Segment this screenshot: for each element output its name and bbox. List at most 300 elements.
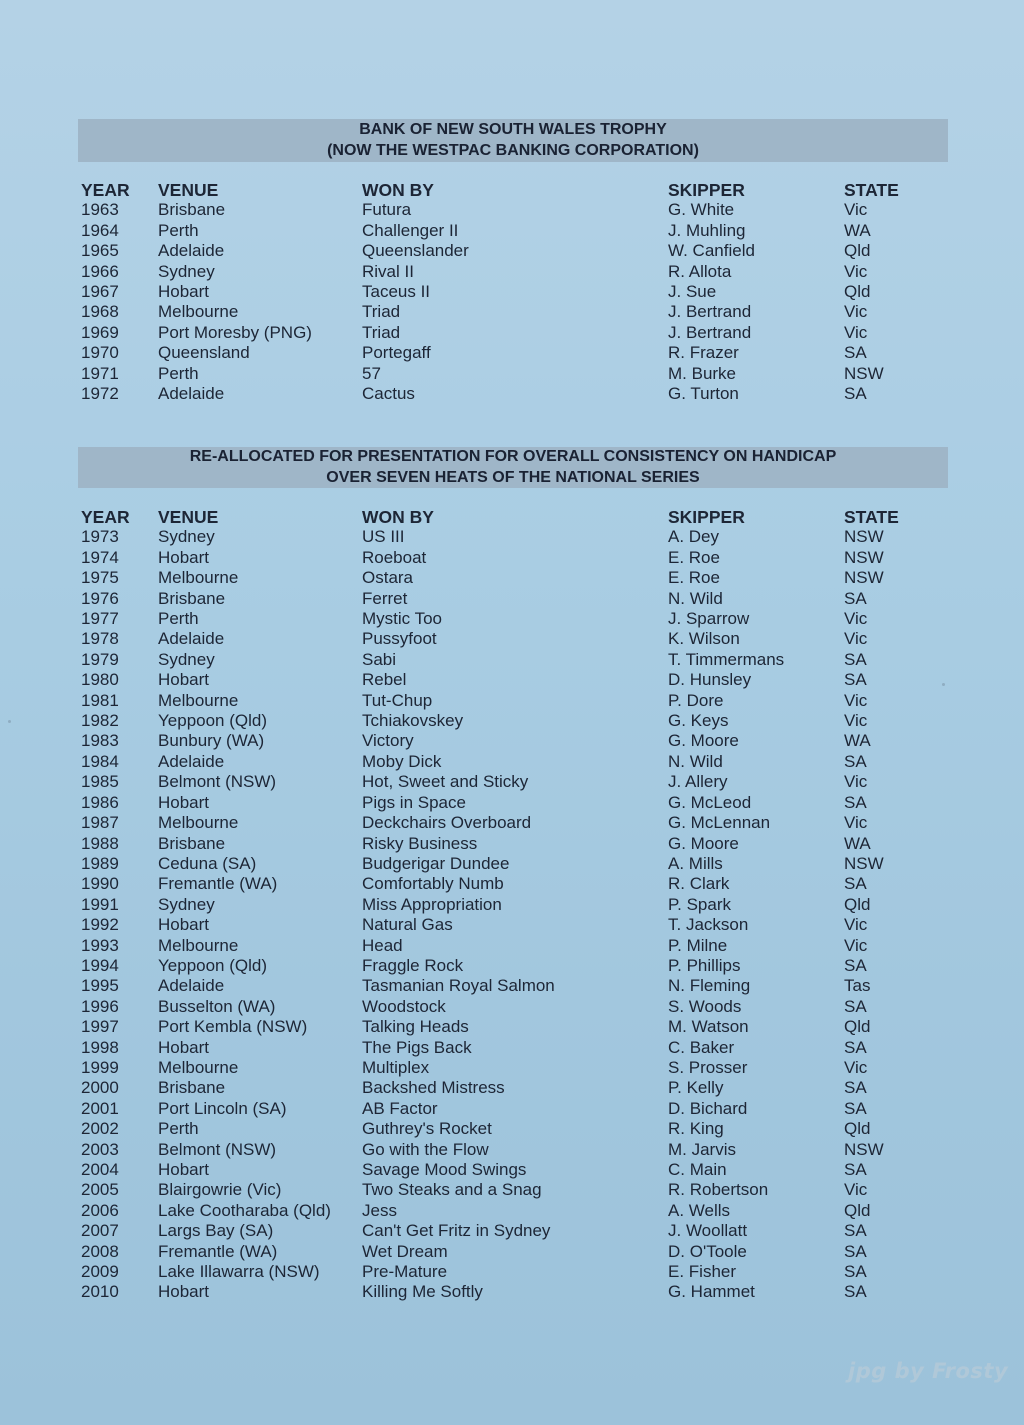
cell-state: Tas bbox=[844, 976, 871, 996]
cell-skipper: G. Keys bbox=[668, 711, 729, 731]
cell-won-by: Rival II bbox=[362, 261, 414, 281]
cell-state: Vic bbox=[844, 711, 868, 731]
table-row bbox=[78, 1262, 948, 1282]
cell-skipper: A. Mills bbox=[668, 853, 723, 873]
cell-year: 1965 bbox=[81, 241, 119, 261]
cell-year: 2001 bbox=[81, 1098, 119, 1118]
cell-won-by: Pre-Mature bbox=[362, 1262, 448, 1282]
cell-won-by: Risky Business bbox=[362, 833, 478, 853]
cell-venue: Melbourne bbox=[158, 568, 239, 588]
cell-venue: Belmont (NSW) bbox=[158, 1139, 277, 1159]
cell-skipper: R. Allota bbox=[668, 261, 732, 281]
cell-year: 1997 bbox=[81, 1017, 119, 1037]
cell-year: 1975 bbox=[81, 568, 119, 588]
cell-year: 1986 bbox=[81, 792, 119, 812]
cell-state: Vic bbox=[844, 772, 868, 792]
cell-state: SA bbox=[844, 384, 867, 404]
cell-won-by: Pussyfoot bbox=[362, 629, 437, 649]
cell-state: NSW bbox=[844, 853, 884, 873]
cell-skipper: C. Main bbox=[668, 1160, 727, 1179]
cell-skipper: J. Bertrand bbox=[668, 302, 752, 322]
cell-skipper: A. Wells bbox=[668, 1200, 731, 1220]
cell-won-by: Cactus bbox=[362, 384, 415, 404]
cell-venue: Yeppoon (Qld) bbox=[158, 955, 268, 975]
cell-venue: Hobart bbox=[158, 915, 210, 935]
cell-venue: Hobart bbox=[158, 1282, 210, 1302]
cell-venue: Perth bbox=[158, 1119, 199, 1139]
cell-venue: Adelaide bbox=[158, 384, 225, 404]
cell-won-by: Can't Get Fritz in Sydney bbox=[362, 1221, 551, 1241]
cell-year: 1989 bbox=[81, 853, 119, 873]
cell-venue: Brisbane bbox=[158, 833, 226, 853]
cell-year: 2003 bbox=[81, 1139, 119, 1159]
table-row bbox=[78, 200, 948, 220]
table-row bbox=[78, 895, 948, 915]
cell-won-by: Head bbox=[362, 935, 403, 955]
cell-skipper: E. Roe bbox=[668, 547, 720, 567]
cell-skipper: M. Burke bbox=[668, 363, 737, 383]
cell-venue: Lake Illawarra (NSW) bbox=[158, 1262, 320, 1282]
cell-state: SA bbox=[844, 751, 867, 771]
reallocated-section bbox=[78, 447, 948, 1303]
cell-state: SA bbox=[844, 1098, 867, 1118]
table-row bbox=[78, 221, 948, 241]
trophy-section bbox=[78, 119, 948, 404]
cell-state: Qld bbox=[844, 1119, 871, 1139]
cell-state: SA bbox=[844, 955, 867, 975]
cell-state: SA bbox=[844, 670, 867, 690]
cell-state: Vic bbox=[844, 322, 868, 342]
table-row bbox=[78, 1242, 948, 1262]
cell-state: Qld bbox=[844, 894, 871, 914]
header-state: STATE bbox=[844, 180, 899, 200]
cell-year: 1993 bbox=[81, 935, 119, 955]
cell-year: 1963 bbox=[81, 200, 119, 220]
cell-venue: Blairgowrie (Vic) bbox=[158, 1180, 282, 1200]
table-header-row bbox=[78, 507, 948, 527]
cell-venue: Melbourne bbox=[158, 1057, 239, 1077]
cell-won-by: Tut-Chup bbox=[362, 690, 433, 710]
cell-won-by: Miss Appropriation bbox=[362, 894, 502, 914]
cell-skipper: P. Spark bbox=[668, 894, 732, 914]
cell-state: Vic bbox=[844, 609, 868, 629]
cell-skipper: P. Phillips bbox=[668, 955, 741, 975]
cell-skipper: K. Wilson bbox=[668, 629, 740, 649]
cell-won-by: Go with the Flow bbox=[362, 1139, 489, 1159]
cell-year: 1981 bbox=[81, 690, 119, 710]
table-row bbox=[78, 813, 948, 833]
cell-state: WA bbox=[844, 833, 871, 853]
table-row bbox=[78, 670, 948, 690]
header-skipper: SKIPPER bbox=[668, 507, 745, 527]
cell-skipper: R. Frazer bbox=[668, 343, 739, 363]
table-row bbox=[78, 1058, 948, 1078]
cell-venue: Hobart bbox=[158, 1160, 210, 1179]
cell-won-by: Guthrey's Rocket bbox=[362, 1119, 492, 1139]
cell-state: Vic bbox=[844, 200, 868, 220]
cell-year: 2010 bbox=[81, 1282, 119, 1302]
cell-state: SA bbox=[844, 1037, 867, 1057]
cell-state: SA bbox=[844, 1078, 867, 1098]
cell-state: SA bbox=[844, 588, 867, 608]
table-row bbox=[78, 548, 948, 568]
cell-state: NSW bbox=[844, 1139, 884, 1159]
cell-won-by: Fraggle Rock bbox=[362, 955, 464, 975]
cell-year: 2009 bbox=[81, 1262, 119, 1282]
cell-won-by: Roeboat bbox=[362, 547, 427, 567]
table-row bbox=[78, 241, 948, 261]
header-won-by: WON BY bbox=[362, 180, 434, 200]
cell-state: NSW bbox=[844, 568, 884, 588]
cell-skipper: D. O'Toole bbox=[668, 1241, 747, 1261]
cell-skipper: G. McLennan bbox=[668, 813, 771, 833]
cell-state: Qld bbox=[844, 282, 871, 302]
cell-year: 1974 bbox=[81, 547, 119, 567]
cell-state: SA bbox=[844, 1221, 867, 1241]
cell-skipper: P. Milne bbox=[668, 935, 728, 955]
cell-skipper: R. Robertson bbox=[668, 1180, 769, 1200]
cell-won-by: Challenger II bbox=[362, 220, 459, 240]
cell-year: 1988 bbox=[81, 833, 119, 853]
cell-venue: Adelaide bbox=[158, 241, 225, 261]
cell-year: 2008 bbox=[81, 1241, 119, 1261]
cell-won-by: AB Factor bbox=[362, 1098, 438, 1118]
cell-skipper: S. Prosser bbox=[668, 1057, 748, 1077]
cell-year: 1966 bbox=[81, 261, 119, 281]
cell-skipper: C. Baker bbox=[668, 1037, 735, 1057]
cell-year: 1971 bbox=[81, 363, 119, 383]
cell-won-by: Woodstock bbox=[362, 996, 446, 1016]
cell-skipper: J. Woollatt bbox=[668, 1221, 748, 1241]
table-row bbox=[78, 282, 948, 302]
table-row bbox=[78, 609, 948, 629]
cell-skipper: R. King bbox=[668, 1119, 724, 1139]
table-row bbox=[78, 1038, 948, 1058]
table-row bbox=[78, 997, 948, 1017]
cell-venue: Melbourne bbox=[158, 935, 239, 955]
table-row bbox=[78, 834, 948, 854]
cell-state: Qld bbox=[844, 1200, 871, 1220]
cell-venue: Hobart bbox=[158, 1037, 210, 1057]
cell-venue: Brisbane bbox=[158, 1078, 226, 1098]
cell-venue: Port Moresby (PNG) bbox=[158, 322, 312, 342]
cell-won-by: Savage Mood Swings bbox=[362, 1160, 527, 1179]
table-row bbox=[78, 589, 948, 609]
cell-skipper: J. Muhling bbox=[668, 220, 746, 240]
cell-won-by: Triad bbox=[362, 322, 401, 342]
table-row bbox=[78, 527, 948, 547]
table-row bbox=[78, 1201, 948, 1221]
cell-venue: Yeppoon (Qld) bbox=[158, 711, 268, 731]
reallocated-table bbox=[78, 507, 948, 1303]
header-year: YEAR bbox=[81, 180, 130, 200]
cell-won-by: Pigs in Space bbox=[362, 792, 466, 812]
table-row bbox=[78, 976, 948, 996]
cell-year: 1973 bbox=[81, 527, 119, 547]
cell-year: 1968 bbox=[81, 302, 119, 322]
cell-year: 1996 bbox=[81, 996, 119, 1016]
table-row bbox=[78, 854, 948, 874]
cell-state: Vic bbox=[844, 629, 868, 649]
cell-skipper: T. Jackson bbox=[668, 915, 749, 935]
cell-venue: Melbourne bbox=[158, 813, 239, 833]
cell-won-by: Wet Dream bbox=[362, 1241, 448, 1261]
table-row bbox=[78, 1180, 948, 1200]
cell-venue: Lake Cootharaba (Qld) bbox=[158, 1200, 331, 1220]
cell-skipper: G. White bbox=[668, 200, 735, 220]
cell-venue: Fremantle (WA) bbox=[158, 1241, 278, 1261]
cell-year: 1980 bbox=[81, 670, 119, 690]
table-row bbox=[78, 650, 948, 670]
cell-won-by: Moby Dick bbox=[362, 751, 442, 771]
table-row bbox=[78, 302, 948, 322]
cell-year: 1964 bbox=[81, 220, 119, 240]
cell-year: 1995 bbox=[81, 976, 119, 996]
table-row bbox=[78, 384, 948, 404]
cell-state: SA bbox=[844, 343, 867, 363]
cell-venue: Hobart bbox=[158, 282, 210, 302]
cell-venue: Port Lincoln (SA) bbox=[158, 1098, 287, 1118]
cell-year: 1991 bbox=[81, 894, 119, 914]
cell-skipper: P. Kelly bbox=[668, 1078, 724, 1098]
cell-venue: Melbourne bbox=[158, 302, 239, 322]
cell-state: SA bbox=[844, 792, 867, 812]
cell-skipper: R. Clark bbox=[668, 874, 730, 894]
cell-state: Vic bbox=[844, 302, 868, 322]
cell-won-by: Ostara bbox=[362, 568, 414, 588]
cell-state: SA bbox=[844, 874, 867, 894]
cell-state: NSW bbox=[844, 547, 884, 567]
cell-year: 1987 bbox=[81, 813, 119, 833]
table-row bbox=[78, 915, 948, 935]
cell-venue: Belmont (NSW) bbox=[158, 772, 277, 792]
trophy-title-banner bbox=[78, 119, 948, 162]
table-row bbox=[78, 1078, 948, 1098]
cell-venue: Queensland bbox=[158, 343, 250, 363]
header-skipper: SKIPPER bbox=[668, 180, 745, 200]
cell-skipper: G. Turton bbox=[668, 384, 739, 404]
cell-skipper: J. Sue bbox=[668, 282, 717, 302]
cell-state: NSW bbox=[844, 363, 884, 383]
cell-state: SA bbox=[844, 1282, 867, 1302]
cell-year: 2004 bbox=[81, 1160, 119, 1179]
cell-venue: Brisbane bbox=[158, 588, 226, 608]
cell-venue: Hobart bbox=[158, 547, 210, 567]
cell-skipper: A. Dey bbox=[668, 527, 720, 547]
cell-skipper: G. Moore bbox=[668, 833, 739, 853]
cell-venue: Perth bbox=[158, 220, 199, 240]
cell-state: Vic bbox=[844, 690, 868, 710]
cell-state: Vic bbox=[844, 261, 868, 281]
table-row bbox=[78, 956, 948, 976]
cell-won-by: Jess bbox=[362, 1200, 397, 1220]
table-row bbox=[78, 772, 948, 792]
table-row bbox=[78, 1221, 948, 1241]
table-row bbox=[78, 323, 948, 343]
cell-venue: Sydney bbox=[158, 649, 215, 669]
cell-won-by: Victory bbox=[362, 731, 414, 751]
cell-won-by: Budgerigar Dundee bbox=[362, 853, 510, 873]
cell-venue: Busselton (WA) bbox=[158, 996, 276, 1016]
trophy-title-line1: BANK OF NEW SOUTH WALES TROPHY bbox=[359, 121, 667, 138]
table-row bbox=[78, 691, 948, 711]
cell-skipper: J. Allery bbox=[668, 772, 728, 792]
cell-won-by: Backshed Mistress bbox=[362, 1078, 505, 1098]
cell-year: 1967 bbox=[81, 282, 119, 302]
reallocated-title-banner bbox=[78, 447, 948, 488]
cell-skipper: N. Wild bbox=[668, 751, 723, 771]
table-row bbox=[78, 364, 948, 384]
cell-year: 1990 bbox=[81, 874, 119, 894]
cell-year: 1977 bbox=[81, 609, 119, 629]
cell-state: WA bbox=[844, 731, 871, 751]
cell-state: SA bbox=[844, 1262, 867, 1282]
cell-venue: Fremantle (WA) bbox=[158, 874, 278, 894]
cell-state: NSW bbox=[844, 527, 884, 547]
cell-skipper: E. Fisher bbox=[668, 1262, 737, 1282]
cell-year: 1979 bbox=[81, 649, 119, 669]
cell-won-by: Rebel bbox=[362, 670, 407, 690]
cell-skipper: M. Watson bbox=[668, 1017, 749, 1037]
header-year: YEAR bbox=[81, 507, 130, 527]
cell-state: Qld bbox=[844, 1017, 871, 1037]
cell-venue: Adelaide bbox=[158, 629, 225, 649]
header-won-by: WON BY bbox=[362, 507, 434, 527]
cell-won-by: Portegaff bbox=[362, 343, 431, 363]
cell-year: 1992 bbox=[81, 915, 119, 935]
reallocated-title-line1: RE-ALLOCATED FOR PRESENTATION FOR OVERALL CONSISTENCY ON HANDICAP bbox=[189, 448, 837, 465]
cell-skipper: N. Wild bbox=[668, 588, 723, 608]
cell-year: 2000 bbox=[81, 1078, 119, 1098]
cell-year: 1976 bbox=[81, 588, 119, 608]
header-venue: VENUE bbox=[158, 507, 219, 527]
table-row bbox=[78, 1282, 948, 1302]
cell-won-by: Tasmanian Royal Salmon bbox=[362, 976, 555, 996]
trophy-title-line2: (NOW THE WESTPAC BANKING CORPORATION) bbox=[327, 141, 699, 159]
cell-year: 1970 bbox=[81, 343, 119, 363]
cell-year: 2005 bbox=[81, 1180, 119, 1200]
header-state: STATE bbox=[844, 507, 899, 527]
cell-skipper: S. Woods bbox=[668, 996, 742, 1016]
cell-year: 1972 bbox=[81, 384, 119, 404]
table-row bbox=[78, 1099, 948, 1119]
cell-venue: Perth bbox=[158, 609, 199, 629]
table-row bbox=[78, 711, 948, 731]
reallocated-title-line2: OVER SEVEN HEATS OF THE NATIONAL SERIES bbox=[326, 468, 700, 486]
cell-won-by: Comfortably Numb bbox=[362, 874, 504, 894]
cell-venue: Adelaide bbox=[158, 976, 225, 996]
cell-skipper: J. Sparrow bbox=[668, 609, 750, 629]
cell-year: 1969 bbox=[81, 322, 119, 342]
table-row bbox=[78, 343, 948, 363]
dust-speck bbox=[8, 720, 11, 723]
table-row bbox=[78, 793, 948, 813]
table-row bbox=[78, 1119, 948, 1139]
cell-year: 2006 bbox=[81, 1200, 119, 1220]
cell-year: 1983 bbox=[81, 731, 119, 751]
cell-year: 1984 bbox=[81, 751, 119, 771]
cell-venue: Ceduna (SA) bbox=[158, 853, 257, 873]
cell-year: 1998 bbox=[81, 1037, 119, 1057]
cell-venue: Largs Bay (SA) bbox=[158, 1221, 274, 1241]
cell-won-by: Queenslander bbox=[362, 241, 469, 261]
cell-skipper: D. Bichard bbox=[668, 1098, 748, 1118]
cell-year: 2002 bbox=[81, 1119, 119, 1139]
dust-speck bbox=[942, 683, 945, 686]
cell-state: WA bbox=[844, 220, 871, 240]
cell-state: Vic bbox=[844, 915, 868, 935]
table-row bbox=[78, 874, 948, 894]
cell-won-by: Sabi bbox=[362, 649, 397, 669]
trophy-table bbox=[78, 180, 948, 404]
table-row bbox=[78, 1160, 948, 1180]
cell-won-by: Taceus II bbox=[362, 282, 431, 302]
cell-year: 1982 bbox=[81, 711, 119, 731]
table-row bbox=[78, 1140, 948, 1160]
watermark: jpg by Frosty bbox=[848, 1359, 1009, 1383]
cell-venue: Sydney bbox=[158, 527, 215, 547]
cell-venue: Bunbury (WA) bbox=[158, 731, 265, 751]
table-row bbox=[78, 936, 948, 956]
table-row bbox=[78, 629, 948, 649]
cell-won-by: Hot, Sweet and Sticky bbox=[362, 772, 529, 792]
cell-skipper: N. Fleming bbox=[668, 976, 751, 996]
table-header-row bbox=[78, 180, 948, 200]
cell-won-by: Deckchairs Overboard bbox=[362, 813, 532, 833]
table-row bbox=[78, 262, 948, 282]
cell-won-by: Ferret bbox=[362, 588, 408, 608]
cell-won-by: Multiplex bbox=[362, 1057, 430, 1077]
cell-venue: Hobart bbox=[158, 670, 210, 690]
cell-state: Vic bbox=[844, 1057, 868, 1077]
table-row bbox=[78, 731, 948, 751]
cell-venue: Sydney bbox=[158, 261, 215, 281]
cell-venue: Port Kembla (NSW) bbox=[158, 1017, 308, 1037]
cell-year: 1978 bbox=[81, 629, 119, 649]
cell-won-by: Talking Heads bbox=[362, 1017, 469, 1037]
cell-skipper: T. Timmermans bbox=[668, 649, 785, 669]
cell-won-by: Two Steaks and a Snag bbox=[362, 1180, 542, 1200]
cell-state: Vic bbox=[844, 935, 868, 955]
cell-won-by: Killing Me Softly bbox=[362, 1282, 483, 1302]
cell-skipper: G. Hammet bbox=[668, 1282, 755, 1302]
cell-skipper: W. Canfield bbox=[668, 241, 755, 261]
cell-won-by: Natural Gas bbox=[362, 915, 453, 935]
cell-won-by: Tchiakovskey bbox=[362, 711, 464, 731]
cell-venue: Hobart bbox=[158, 792, 210, 812]
cell-won-by: The Pigs Back bbox=[362, 1037, 472, 1057]
cell-state: SA bbox=[844, 1160, 867, 1179]
cell-venue: Adelaide bbox=[158, 751, 225, 771]
cell-won-by: 57 bbox=[362, 363, 381, 383]
cell-state: SA bbox=[844, 649, 867, 669]
cell-skipper: G. Moore bbox=[668, 731, 739, 751]
cell-year: 1994 bbox=[81, 955, 119, 975]
cell-won-by: Futura bbox=[362, 200, 412, 220]
table-row bbox=[78, 568, 948, 588]
table-row bbox=[78, 752, 948, 772]
cell-year: 1985 bbox=[81, 772, 119, 792]
header-venue: VENUE bbox=[158, 180, 219, 200]
cell-state: SA bbox=[844, 1241, 867, 1261]
cell-venue: Perth bbox=[158, 363, 199, 383]
cell-won-by: Triad bbox=[362, 302, 401, 322]
cell-won-by: US III bbox=[362, 527, 405, 547]
table-row bbox=[78, 1017, 948, 1037]
cell-state: Vic bbox=[844, 1180, 868, 1200]
cell-venue: Sydney bbox=[158, 894, 215, 914]
cell-skipper: P. Dore bbox=[668, 690, 724, 710]
